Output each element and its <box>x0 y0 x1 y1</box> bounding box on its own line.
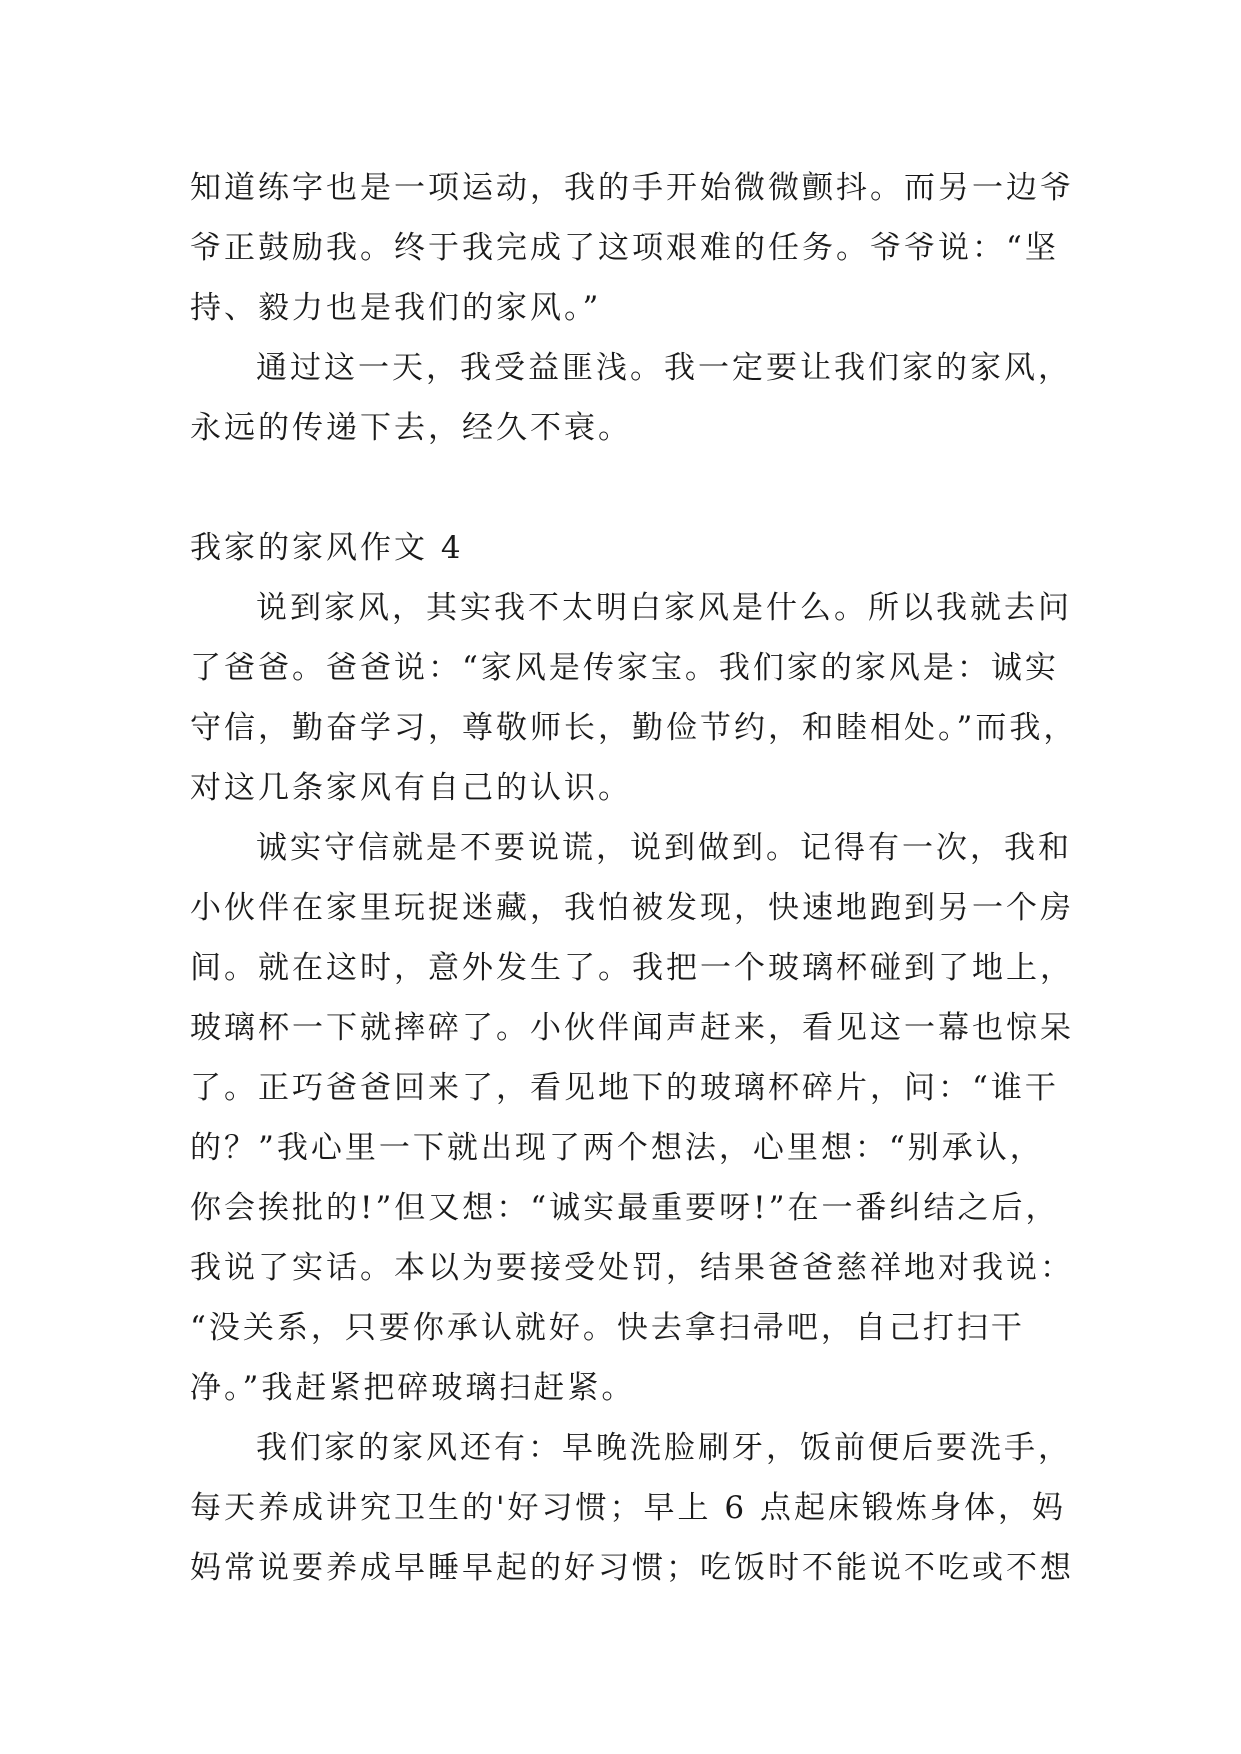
text-line: 通过这一天，我受益匪浅。我一定要让我们家的家风， <box>256 350 1072 386</box>
text-line: 说到家风，其实我不太明白家风是什么。所以我就去问 <box>256 590 1072 626</box>
text-line: 小伙伴在家里玩捉迷藏，我怕被发现，快速地跑到另一个房 <box>190 890 1074 926</box>
text-line: 你会挨批的!”但又想：“诚实最重要呀!”在一番纠结之后， <box>190 1190 1060 1226</box>
text-line: 妈常说要养成早睡早起的好习惯；吃饭时不能说不吃或不想 <box>190 1550 1074 1586</box>
text-line: 知道练字也是一项运动，我的手开始微微颤抖。而另一边爷 <box>190 170 1074 206</box>
prev-essay-ending <box>190 158 1074 338</box>
text-line: 诚实守信就是不要说谎，说到做到。记得有一次，我和 <box>256 830 1072 866</box>
section-gap <box>190 458 1070 518</box>
text-line: 了。正巧爸爸回来了，看见地下的玻璃杯碎片，问：“谁干 <box>190 1070 1059 1106</box>
document-body <box>190 158 1078 1598</box>
text-line: 持、毅力也是我们的家风。” <box>190 290 602 326</box>
text-line: 对这几条家风有自己的认识。 <box>190 770 632 806</box>
text-line: 每天养成讲究卫生的'好习惯；早上 6 点起床锻炼身体，妈 <box>190 1490 1066 1526</box>
essay-paragraph-3 <box>190 1418 1074 1598</box>
text-line: 守信，勤奋学习，尊敬师长，勤俭节约，和睦相处。”而我， <box>190 710 1078 746</box>
text-line: 净。”我赶紧把碎玻璃扫赶紧。 <box>190 1370 636 1406</box>
text-line: 我们家的家风还有：早晚洗脸刷牙，饭前便后要洗手， <box>256 1430 1072 1466</box>
text-line: 我说了实话。本以为要接受处罚，结果爸爸慈祥地对我说： <box>190 1250 1074 1286</box>
essay-paragraph-2 <box>190 818 1074 1418</box>
text-line: 爷正鼓励我。终于我完成了这项艰难的任务。爷爷说：“坚 <box>190 230 1059 266</box>
essay-paragraph-1 <box>190 578 1078 818</box>
text-line: “没关系，只要你承认就好。快去拿扫帚吧，自己打扫干 <box>190 1310 1025 1346</box>
text-line: 间。就在这时，意外发生了。我把一个玻璃杯碰到了地上， <box>190 950 1074 986</box>
text-line: 的？”我心里一下就出现了两个想法，心里想：“别承认， <box>190 1130 1044 1166</box>
prev-essay-closing-paragraph <box>190 338 1070 458</box>
text-line: 了爸爸。爸爸说：“家风是传家宝。我们家的家风是：诚实 <box>190 650 1059 686</box>
essay-title: 我家的家风作文 4 <box>190 530 464 566</box>
text-line: 玻璃杯一下就摔碎了。小伙伴闻声赶来，看见这一幕也惊呆 <box>190 1010 1074 1046</box>
text-line: 永远的传递下去，经久不衰。 <box>190 410 632 446</box>
